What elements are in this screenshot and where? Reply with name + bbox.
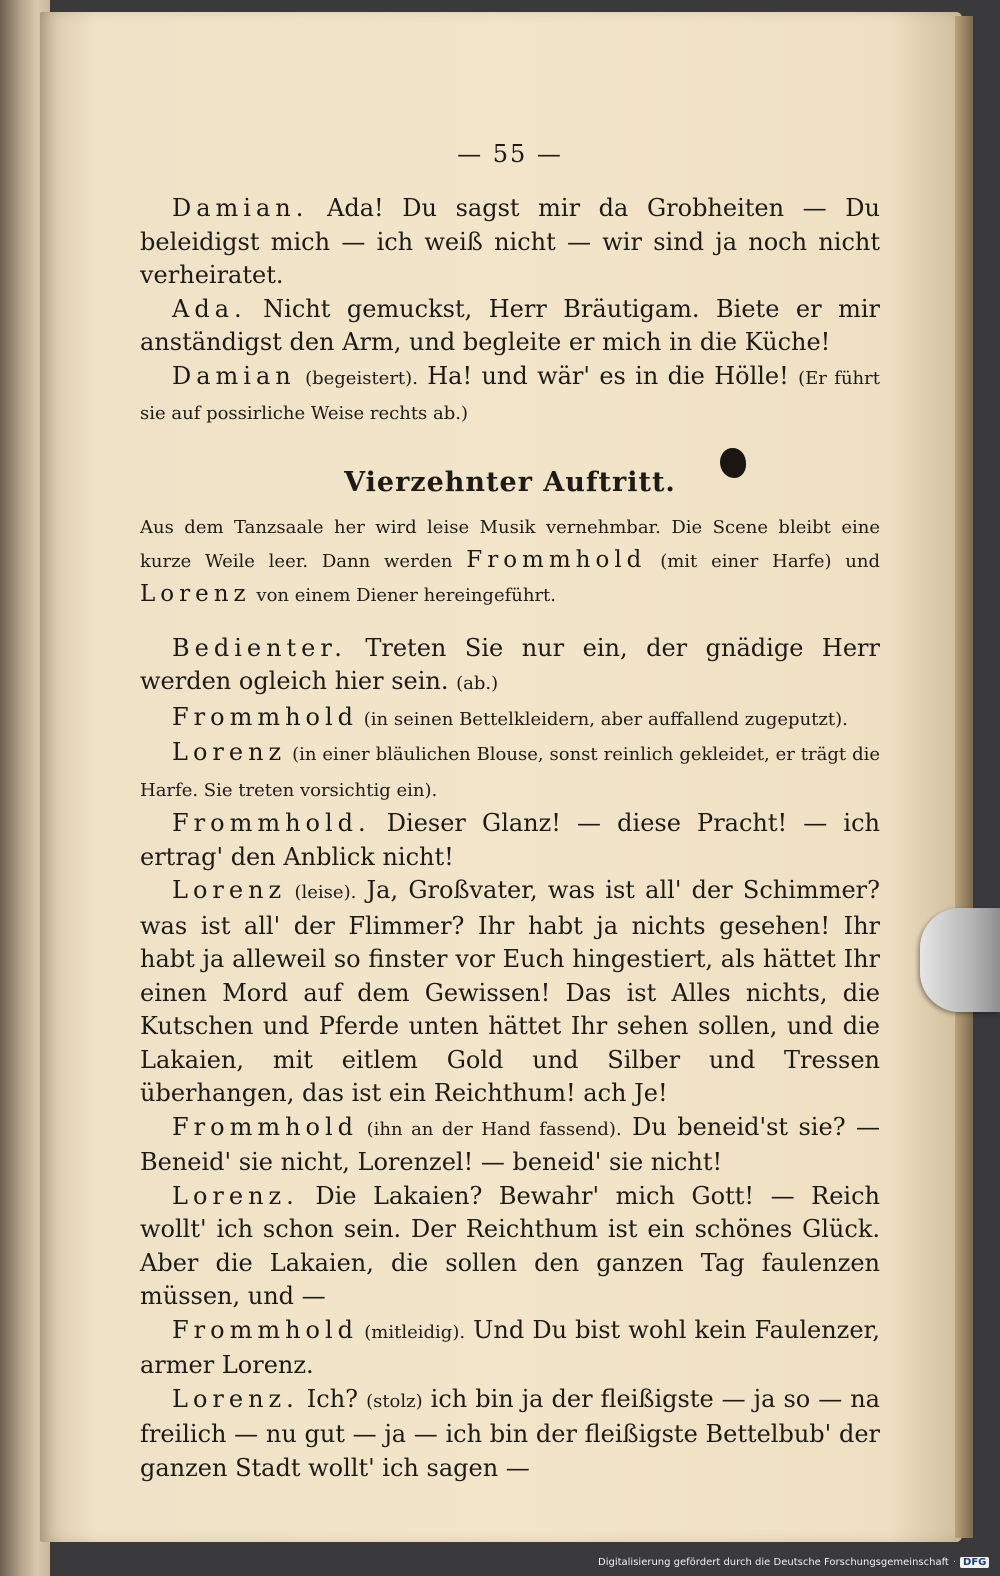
stage-direction: (leise). xyxy=(286,882,357,903)
paragraph-frommhold-3 xyxy=(140,1111,880,1180)
paragraph-damian-2 xyxy=(140,360,880,431)
page-stack-edge xyxy=(955,16,973,1538)
paragraph-frommhold-1 xyxy=(140,701,880,737)
paragraph-lorenz-1 xyxy=(140,736,880,807)
dialogue-text: Nicht gemuckst, Herr Bräutigam. Biete er mir anständigst den Arm, und begleite er mich in die Küche! xyxy=(140,294,880,356)
dialogue-text: Dieser Glanz! — diese Pracht! — ich ertrag' den Anblick nicht! xyxy=(140,809,880,871)
scene-stage-direction xyxy=(140,512,880,612)
stage-direction: (ihn an der Hand fassend). xyxy=(358,1118,622,1140)
speaker-name: Lorenz. xyxy=(172,1384,299,1413)
paragraph-ada xyxy=(140,293,880,360)
speaker-name: Lorenz xyxy=(172,738,287,766)
speaker-name: Bedienter. xyxy=(172,633,347,662)
dialogue-text: Und Du bist wohl kein Faulenzer, armer Lorenz. xyxy=(140,1315,880,1379)
speaker-name: Ada. xyxy=(172,294,247,323)
dialogue-text: ich bin ja der fleißigste — ja so — na freilich — nu gut — ja — ich bin der fleißigste Bettelbub' der ganzen Stadt wollt' ich sagen — xyxy=(140,1384,880,1482)
character-name: Frommhold xyxy=(466,546,647,573)
stage-direction: (in seinen Bettelkleidern, aber auffallend zugeputzt). xyxy=(358,708,848,730)
stage-direction: (Er führt sie auf possirliche Weise rechts ab.) xyxy=(140,367,880,424)
speaker-name: Frommhold xyxy=(172,1112,359,1141)
speaker-name: Lorenz xyxy=(172,876,287,904)
speaker-name: Frommhold xyxy=(172,1315,359,1344)
paragraph-lorenz-4 xyxy=(140,1383,880,1486)
dialogue-text: Ich? xyxy=(298,1384,367,1413)
scene-heading: Vierzehnter Auftritt. xyxy=(344,466,676,498)
speaker-name: Lorenz. xyxy=(172,1181,299,1210)
speaker-name: Damian xyxy=(172,361,296,390)
character-name: Lorenz xyxy=(140,580,251,607)
dialogue-text: Ada! Du sagst mir da Grobheiten — Du beleidigst mich — ich weiß nicht — wir sind ja noch nicht verheiratet. xyxy=(140,194,880,289)
speaker-name: Frommhold xyxy=(172,702,359,731)
stage-direction: (stolz) xyxy=(366,1390,423,1412)
paragraph-lorenz-3 xyxy=(140,1180,880,1314)
footer-text: Digitalisierung gefördert durch die Deutsche Forschungsgemeinschaft xyxy=(598,1556,949,1568)
stage-direction: (ab.) xyxy=(456,673,499,694)
stage-text: Aus dem Tanzsaale her wird leise Musik vernehmbar. Die Scene bleibt eine kurze Weile leer. Dann werden xyxy=(140,516,880,572)
paragraph-frommhold-4 xyxy=(140,1314,880,1383)
stage-direction: (begeistert). xyxy=(305,367,418,389)
dialogue-text: Du beneid'st sie? — Beneid' sie nicht, Lorenzel! — beneid' sie nicht! xyxy=(140,1112,880,1176)
page-number: — 55 — xyxy=(457,140,563,168)
page-clip xyxy=(920,908,1000,1012)
page-text xyxy=(140,140,880,1485)
dfg-logo: DFG xyxy=(960,1557,989,1568)
speaker-name: Frommhold. xyxy=(172,809,371,837)
footer-separator: · xyxy=(952,1556,957,1568)
paragraph-bedienter xyxy=(140,632,880,701)
stage-direction: (in einer bläulichen Blouse, sonst reinlich gekleidet, er trägt die Harfe. Sie treten vorsichtig ein). xyxy=(140,744,880,801)
dialogue-text: Treten Sie nur ein, der gnädige Herr werden ogleich hier sein. xyxy=(140,633,880,695)
footer-credit xyxy=(598,1552,998,1572)
paragraph-damian-1 xyxy=(140,192,880,293)
dialogue-text: Ha! und wär' es in die Hölle! xyxy=(417,361,799,390)
paragraph-lorenz-2 xyxy=(140,874,880,1111)
dialogue-text: Die Lakaien? Bewahr' mich Gott! — Reich wollt' ich schon sein. Der Reichthum ist ein schönes Glück. Aber die Lakaien, die sollen den ganzen Tag faulenzen müssen, und — xyxy=(140,1181,880,1310)
stage-direction: (mitleidig). xyxy=(358,1321,466,1343)
speaker-name: Damian. xyxy=(172,194,309,222)
stage-text: (mit einer Harfe) und xyxy=(646,550,881,572)
paragraph-frommhold-2 xyxy=(140,807,880,874)
dialogue-text: Ja, Großvater, was ist all' der Schimmer? was ist all' der Flimmer? Ihr habt ja nichts gesehen! Ihr habt ja alleweil so finster vor Euch hingestiert, als hättet Ihr einen Mord auf dem Gewissen! Das ist Alles nichts, die Kutschen und Pferde unten hättet Ihr sehen sollen, und die Lakaien, mit eitlem Gold und Silber und Tressen überhangen, das ist ein Reichthum! ach Je! xyxy=(140,876,880,1107)
stage-text: von einem Diener hereingeführt. xyxy=(250,584,557,606)
